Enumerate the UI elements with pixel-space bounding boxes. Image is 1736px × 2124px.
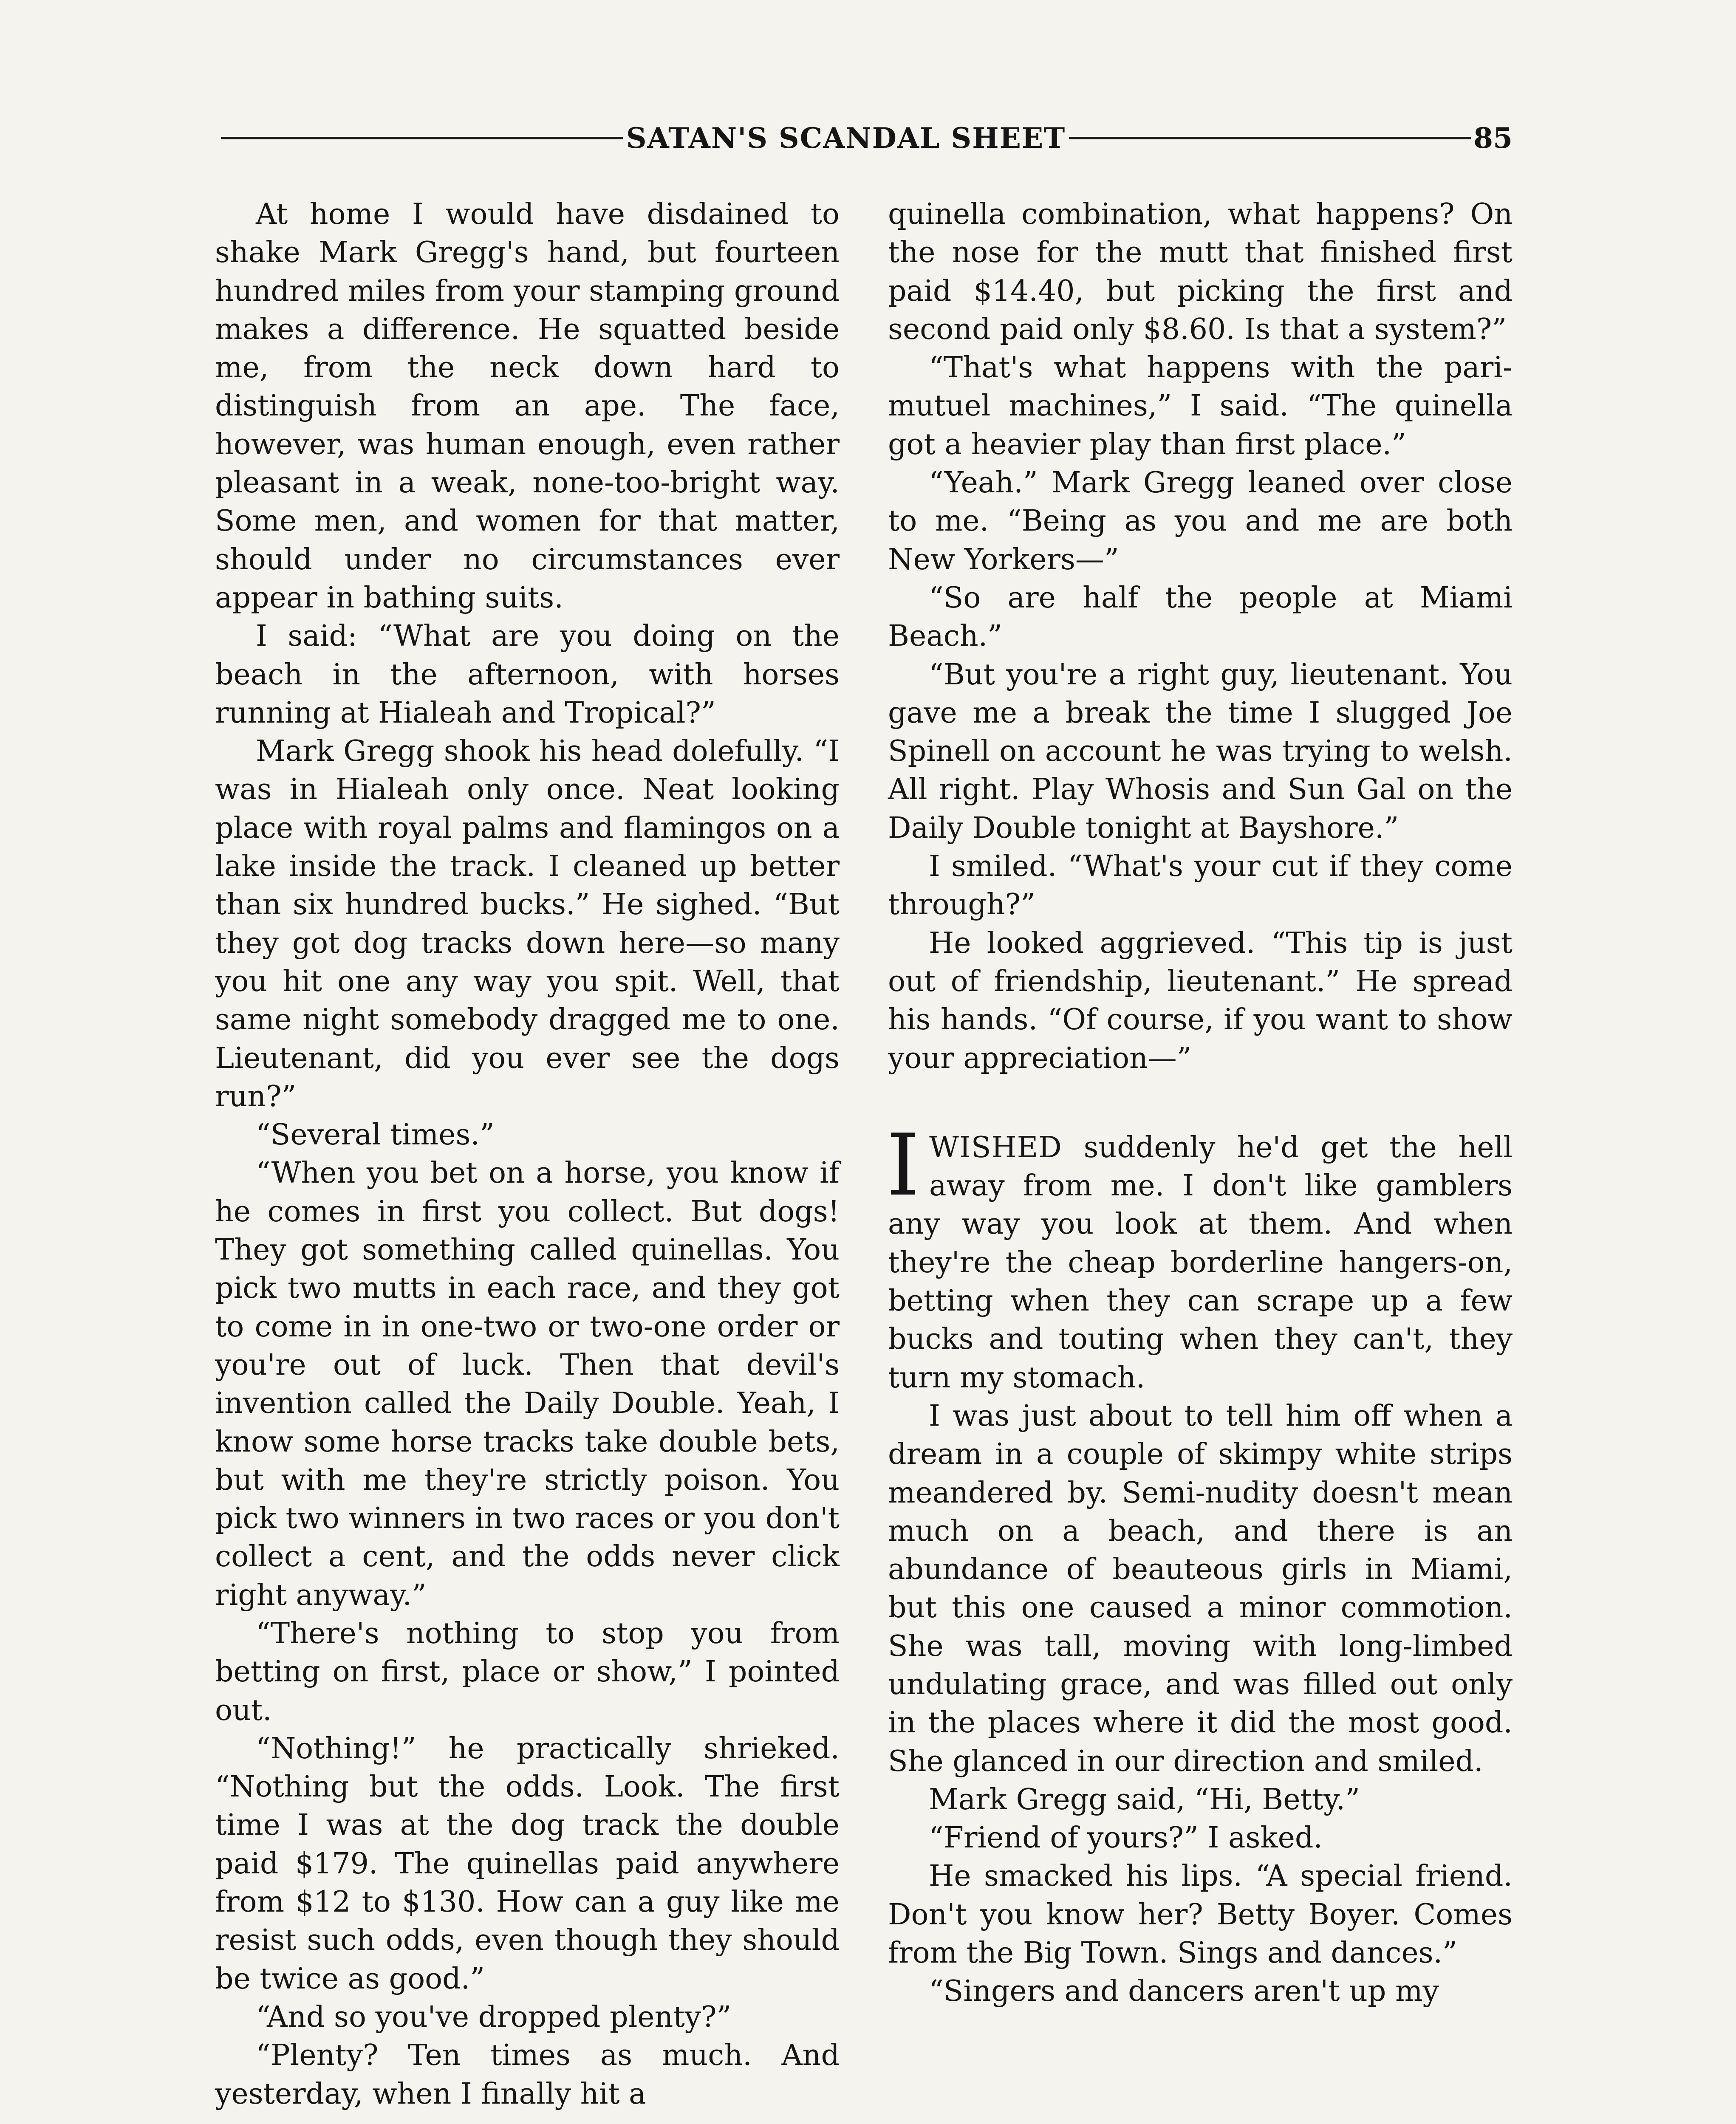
opening-text: suddenly he'd get the hell away from me. I don't like gamblers any way you look at them. And when they're the cheap borderline hangers-on, betting when they can scrape up a few bucks and touting when they can't, they turn my stomach.	[888, 1130, 1513, 1395]
paragraph: “Singers and dancers aren't up my	[929, 1974, 1439, 2008]
header-rule-left	[221, 137, 623, 139]
paragraph: “There's nothing to stop you from betting on first, place or show,” I pointed out.	[215, 1616, 840, 1727]
section-opening-paragraph	[886, 1116, 1513, 1397]
paragraph: “That's what happens with the pari-mutuel machines,” I said. “The quinella got a heavier play than first place.”	[888, 351, 1513, 461]
left-column	[215, 195, 840, 2113]
paragraph: “And so you've dropped plenty?”	[256, 2000, 732, 2034]
running-header	[221, 119, 1513, 157]
drop-cap: I	[886, 1116, 920, 1215]
paragraph: I smiled. “What's your cut if they come through?”	[888, 850, 1513, 922]
paragraph: “Friend of yours?” I asked.	[929, 1821, 1323, 1855]
paragraph: Mark Gregg shook his head dolefully. “I was in Hialeah only once. Neat looking place with royal palms and flamingos on a lake inside the track. I cleaned up better than six hundred bucks.” He sighed. “But they got dog tracks down here—so many you hit one any way you spit. Well, that same night somebody dragged me to one. Lieutenant, did you ever see the dogs run?”	[215, 734, 840, 1113]
right-column	[888, 195, 1513, 2011]
paragraph: He smacked his lips. “A special friend. Don't you know her? Betty Boyer. Comes from the Big Town. Sings and dances.”	[888, 1859, 1513, 1970]
paragraph: I was just about to tell him off when a dream in a couple of skimpy white strips meandered by. Semi-nudity doesn't mean much on a beach, and there is an abundance of beauteous girls in Miami, but this one caused a minor commotion. She was tall, moving with long-limbed undulating grace, and was filled out only in the places where it did the most good. She glanced in our direction and smiled.	[888, 1399, 1513, 1778]
paragraph: “Yeah.” Mark Gregg leaned over close to me. “Being as you and me are both New Yorkers—”	[888, 466, 1513, 576]
paragraph: At home I would have disdained to shake Mark Gregg's hand, but fourteen hundred miles from your stamping ground makes a difference. He squatted beside me, from the neck down hard to distinguish from an ape. The face, however, was human enough, even rather pleasant in a weak, none-too-bright way. Some men, and women for that matter, should under no circumstances ever appear in bathing suits.	[215, 198, 840, 615]
paragraph-continued: quinella combination, what happens? On the nose for the mutt that finished first paid $14.40, but picking the first and second paid only $8.60. Is that a system?”	[888, 198, 1513, 346]
paragraph: I said: “What are you doing on the beach in the afternoon, with horses running at Hialeah and Tropical?”	[215, 619, 840, 730]
paragraph: “Nothing!” he practically shrieked. “Nothing but the odds. Look. The first time I was at the dog track the double paid $179. The quinellas paid anywhere from $12 to $130. How can a guy like me resist such odds, even though they should be twice as good.”	[215, 1731, 840, 1996]
section-break-space	[888, 1078, 1513, 1129]
paragraph: “So are half the people at Miami Beach.”	[888, 581, 1513, 653]
paragraph: Mark Gregg said, “Hi, Betty.”	[929, 1782, 1360, 1816]
magazine-title: SATAN'S SCANDAL SHEET	[626, 121, 1066, 155]
paragraph: “But you're a right guy, lieutenant. You gave me a break the time I slugged Joe Spinell on account he was trying to welsh. All right. Play Whosis and Sun Gal on the Daily Double tonight at Bayshore.”	[888, 658, 1513, 845]
paragraph: “Several times.”	[256, 1118, 495, 1152]
paragraph: “Plenty? Ten times as much. And yesterday, when I finally hit a	[215, 2039, 840, 2111]
paragraph: “When you bet on a horse, you know if he comes in first you collect. But dogs! They got something called quinellas. You pick two mutts in each race, and they got to come in in one-two or two-one order or you're out of luck. Then that devil's invention called the Daily Double. Yeah, I know some horse tracks take double bets, but with me they're strictly poison. You pick two winners in two races or you don't collect a cent, and the odds never click right anyway.”	[215, 1156, 840, 1612]
page-number: 85	[1473, 121, 1513, 155]
paragraph: He looked aggrieved. “This tip is just out of friendship, lieutenant.” He spread his hands. “Of course, if you want to show your appreciation—”	[888, 926, 1513, 1075]
opening-smallcaps: WISHED	[929, 1130, 1062, 1164]
header-rule-right	[1069, 137, 1471, 139]
